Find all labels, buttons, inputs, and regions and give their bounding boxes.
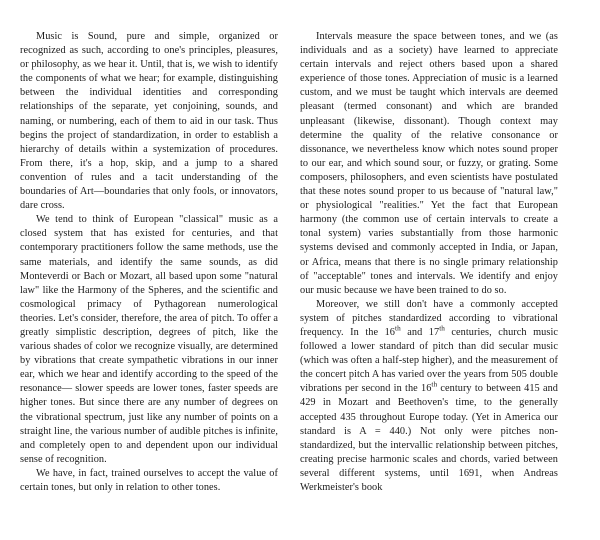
ordinal-superscript: th	[431, 380, 438, 389]
ordinal-superscript: th	[395, 324, 401, 333]
right-column	[300, 30, 558, 495]
paragraph-left-2: We tend to think of European "classical" music as a closed system that has existed for centuries, and that contemporary practitioners follow the same methods, use the same materials, and identify the same sounds, as did Monteverdi or Bach or Mozart, all based upon some "natural law" like the Harmony of the Spheres, and the scientific and cosmological primacy of Pythagorean numerological theories. Let's consider, therefore, the area of pitch. To offer a greatly simplistic description, degrees of pitch, like the various shades of color we recognize visually, are determined by vibrations that create sympathetic vibrations in our inner ear, which we hear and identify according to the speed of the resonance— slower speeds are lower tones, faster speeds are higher tones. But since there are any number of degrees on the vibrational spectrum, just like any number of points on a straight line, the various number of audible pitches is infinite, and completely open to and dependent upon our individual sense of recognition.	[20, 214, 278, 465]
two-column-body	[20, 30, 580, 495]
ordinal-superscript: th	[439, 324, 445, 333]
paragraph-left-1: Music is Sound, pure and simple, organized or recognized as such, according to one's principles, pleasures, or philosophy, as we hear it. Until, that is, we wish to identify the components of what we hear; for example, distinguishing between the individual identities and corresponding relationships of the separate, yet conjoining, sounds, and naming, or numbering, each of them to aid in our task. Thus begins the project of standardization, in order to establish a hierarchy of details within a systemization of procedures. From there, it's a hop, skip, and a jump to a shared convention of rules and a tacit understanding of the boundaries of Art—boundaries that only fools, or innovators, dare cross.	[20, 31, 278, 212]
left-column	[20, 30, 278, 495]
paragraph-right-1: Intervals measure the space between tones, and we (as individuals and as a society) have learned to appreciate certain intervals and reject others based upon a shared experience of those tones. Appreciation of music is a learned custom, and we must be taught which intervals are deemed pleasant (termed consonant) and which are branded unpleasant (likewise, dissonant). Though context may determine the quality of the relative consonance or dissonance, we nevertheless know which notes sound proper to our ear, and which sound sour, or fuzzy, or grating. Some composers, philosophers, and even scientists have postulated that these notes sound proper to us because of "natural law," or physiological "realities." Yet the fact that European harmony (the common use of certain intervals to create a tonal system) varies substantially from those harmonic systems devised and commonly accepted in India, or Japan, or Africa, means that there is no single primary relationship of "acceptable" tones and intervals. We identify and enjoy our music because we have been trained to do so.	[300, 31, 558, 296]
paragraph-left-3: We have, in fact, trained ourselves to accept the value of certain tones, but only in relation to other tones.	[20, 467, 278, 493]
paragraph-right-2: Moreover, we still don't have a commonly accepted system of pitches standardized according to vibrational frequency. In the 16th and 17th centuries, church music followed a lower standard of pitch than did secular music (which was often a half-step higher), and the measurement of the concert pitch A has varied over the years from 505 double vibrations per second in the 16th century to between 415 and 429 in Mozart and Beethoven's time, to the generally accepted 435 throughout Europe today. (Yet in America our standard is A = 440.) Not only were pitches non-standardized, but the intervallic relationship between pitches, creating precise harmonic scales and chords, varied between several different systems, until 1691, when Andreas Werkmeister's book	[300, 298, 559, 493]
